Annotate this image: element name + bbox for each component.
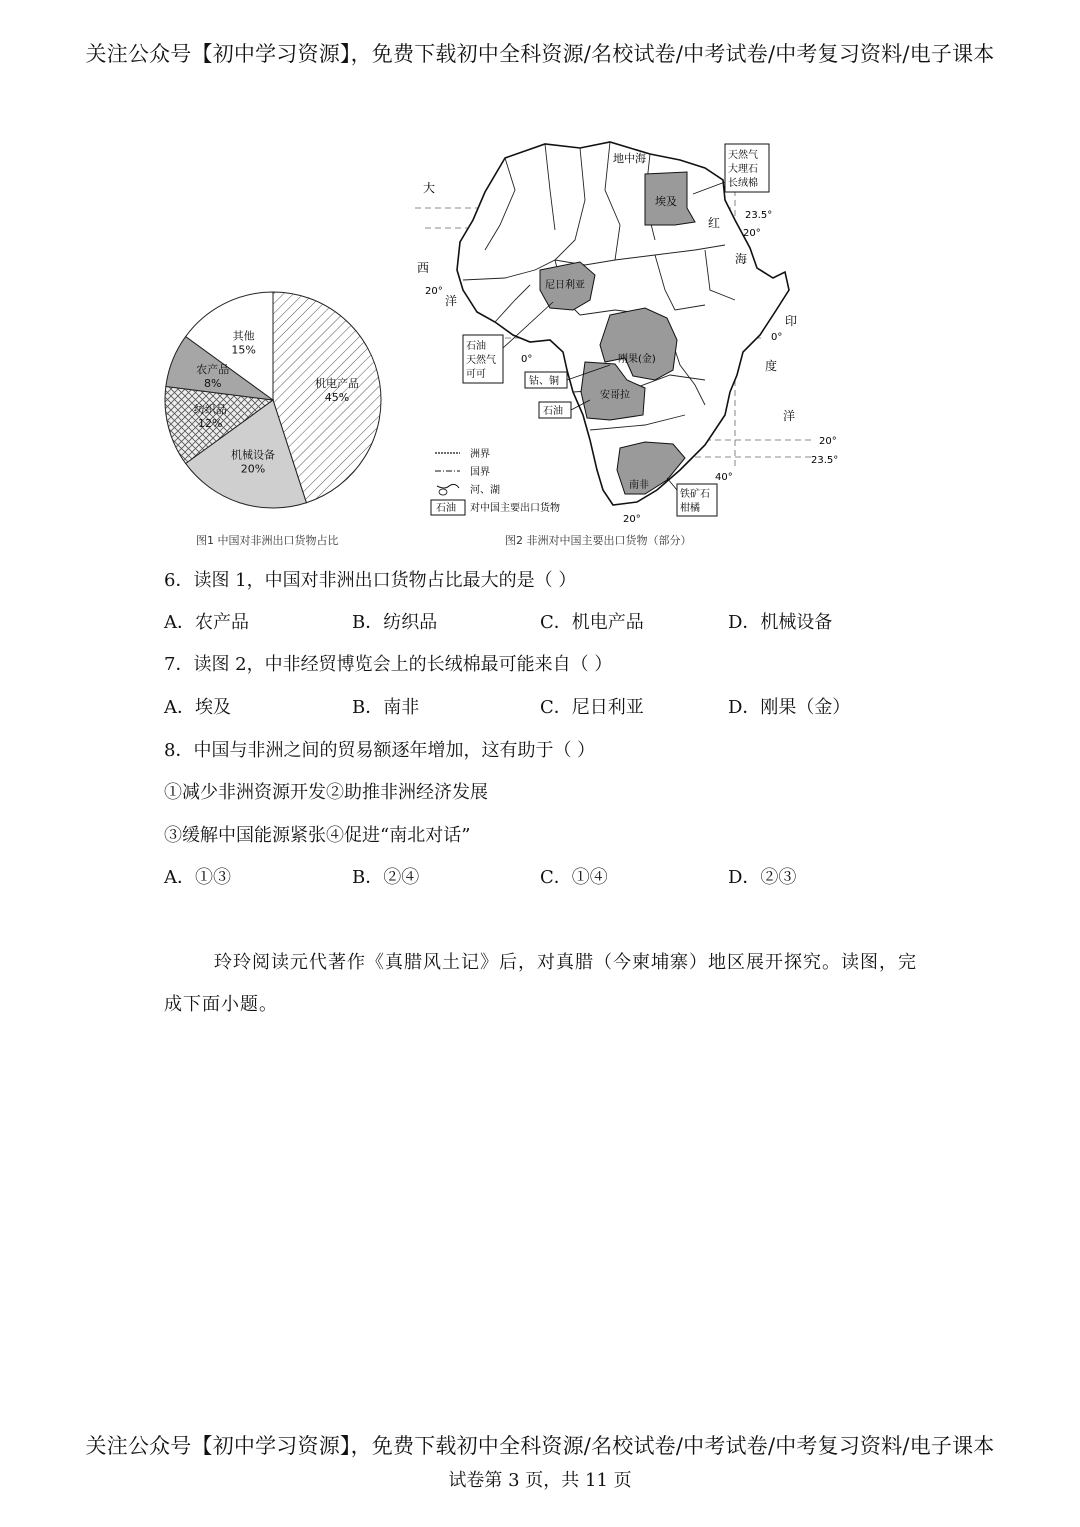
lon-40e-label: 40° bbox=[715, 472, 733, 483]
legend-country-border: 国界 bbox=[470, 467, 490, 478]
q7-option-b[interactable]: B．南非 bbox=[352, 697, 420, 718]
question-7-options bbox=[164, 693, 924, 719]
angola-goods: 石油 bbox=[543, 406, 563, 417]
pie-chart bbox=[150, 130, 410, 555]
lat-23-5n-label: 23.5° bbox=[745, 210, 773, 221]
lon-0-label: 0° bbox=[521, 354, 533, 365]
question-6-stem: 6．读图 1，中国对非洲出口货物占比最大的是（ ） bbox=[164, 570, 577, 591]
q6-option-b[interactable]: B．纺织品 bbox=[352, 612, 438, 633]
passage-line-2: 成下面小题。 bbox=[164, 994, 278, 1015]
atlantic-label-2: 西 bbox=[417, 261, 430, 275]
south-africa-good-2: 柑橘 bbox=[680, 503, 700, 514]
lon-20e-label: 20° bbox=[623, 514, 641, 525]
question-8-choices-line-1: ①减少非洲资源开发②助推非洲经济发展 bbox=[164, 782, 488, 803]
mediterranean-label: 地中海 bbox=[613, 152, 646, 165]
pie-value-label-1: 45% bbox=[324, 390, 350, 404]
red-sea-label-2: 海 bbox=[735, 252, 748, 266]
top-banner: 关注公众号【初中学习资源】，免费下载初中全科资源/名校试卷/中考试卷/中考复习资料/电子课本 bbox=[85, 42, 995, 66]
angola-label: 安哥拉 bbox=[600, 390, 630, 401]
south-africa-region bbox=[617, 442, 685, 494]
pie-value-label-4: 8% bbox=[204, 377, 222, 391]
egypt-good-2: 大理石 bbox=[728, 164, 758, 175]
q7-option-a[interactable]: A．埃及 bbox=[164, 697, 231, 718]
atlantic-label-3: 洋 bbox=[445, 294, 458, 308]
pie-label-4: 农产品 bbox=[196, 363, 230, 377]
figure-2 bbox=[405, 130, 910, 555]
pie-label-1: 机电产品 bbox=[315, 376, 360, 390]
q7-option-c[interactable]: C．尼日利亚 bbox=[540, 697, 644, 718]
legend-continent-border: 洲界 bbox=[470, 449, 490, 460]
legend-main-exports: 对中国主要出口货物 bbox=[470, 503, 560, 514]
pie-label-3: 纺织品 bbox=[193, 403, 227, 417]
indian-label-1: 印 bbox=[785, 314, 798, 328]
question-7-stem: 7．读图 2，中非经贸博览会上的长绒棉最可能来自（ ） bbox=[164, 654, 613, 675]
q6-option-c[interactable]: C．机电产品 bbox=[540, 612, 644, 633]
passage-line-1: 玲玲阅读元代著作《真腊风土记》后，对真腊（今柬埔寨）地区展开探究。读图，完 bbox=[214, 952, 917, 973]
africa-map bbox=[405, 130, 910, 555]
lat-23-5s-label: 23.5° bbox=[811, 455, 839, 466]
pie-value-label-5: 15% bbox=[231, 343, 256, 357]
q8-option-a[interactable]: A．①③ bbox=[164, 867, 231, 888]
lon-20w-label: 20° bbox=[425, 286, 443, 297]
nigeria-good-3: 可可 bbox=[466, 369, 486, 380]
question-8-stem: 8．中国与非洲之间的贸易额逐年增加，这有助于（ ） bbox=[164, 740, 596, 761]
q8-option-c[interactable]: C．①④ bbox=[540, 867, 608, 888]
q7-option-d[interactable]: D．刚果（金） bbox=[728, 697, 851, 718]
congo-goods: 钴、铜 bbox=[529, 376, 559, 387]
equator-label: 0° bbox=[771, 332, 783, 343]
legend-rivers-lakes: 河、湖 bbox=[470, 485, 500, 496]
figure-1-caption: 图1 中国对非洲出口货物占比 bbox=[196, 534, 339, 547]
pie-label-2: 机械设备 bbox=[230, 448, 275, 462]
nigeria-good-1: 石油 bbox=[466, 341, 486, 352]
map-legend bbox=[431, 447, 560, 515]
figure-2-caption: 图2 非洲对中国主要出口货物（部分） bbox=[505, 534, 692, 547]
question-6-options bbox=[164, 608, 924, 634]
nigeria-label: 尼日利亚 bbox=[545, 280, 585, 291]
pie-value-label-3: 12% bbox=[198, 417, 223, 431]
egypt-good-1: 天然气 bbox=[728, 150, 758, 161]
congo-label: 刚果(金) bbox=[618, 354, 656, 365]
q8-option-d[interactable]: D．②③ bbox=[728, 867, 797, 888]
egypt-good-3: 长绒棉 bbox=[728, 178, 758, 189]
south-africa-goods-box bbox=[667, 478, 717, 516]
red-sea-label-1: 红 bbox=[708, 216, 721, 230]
pie-label-5: 其他 bbox=[232, 329, 255, 343]
lat-20n-label: 20° bbox=[743, 228, 761, 239]
figure-1 bbox=[150, 130, 410, 555]
figures-area bbox=[150, 130, 910, 555]
q6-option-d[interactable]: D．机械设备 bbox=[728, 612, 833, 633]
indian-label-3: 洋 bbox=[783, 409, 796, 423]
south-africa-label: 南非 bbox=[629, 480, 649, 491]
q6-option-a[interactable]: A．农产品 bbox=[164, 612, 249, 633]
atlantic-label-1: 大 bbox=[423, 181, 436, 195]
legend-sample-box: 石油 bbox=[436, 503, 456, 514]
bottom-banner: 关注公众号【初中学习资源】，免费下载初中全科资源/名校试卷/中考试卷/中考复习资料/电子课本 bbox=[85, 1434, 995, 1458]
nigeria-good-2: 天然气 bbox=[466, 355, 496, 366]
south-africa-good-1: 铁矿石 bbox=[680, 489, 710, 500]
question-8-options bbox=[164, 863, 924, 889]
page-number: 试卷第 3 页，共 11 页 bbox=[448, 1470, 632, 1491]
indian-label-2: 度 bbox=[765, 359, 778, 373]
pie-value-label-2: 20% bbox=[240, 462, 266, 476]
question-8-choices-line-2: ③缓解中国能源紧张④促进“南北对话” bbox=[164, 825, 471, 846]
q8-option-b[interactable]: B．②④ bbox=[352, 867, 420, 888]
lat-20s-label: 20° bbox=[819, 436, 837, 447]
egypt-label: 埃及 bbox=[655, 195, 677, 208]
